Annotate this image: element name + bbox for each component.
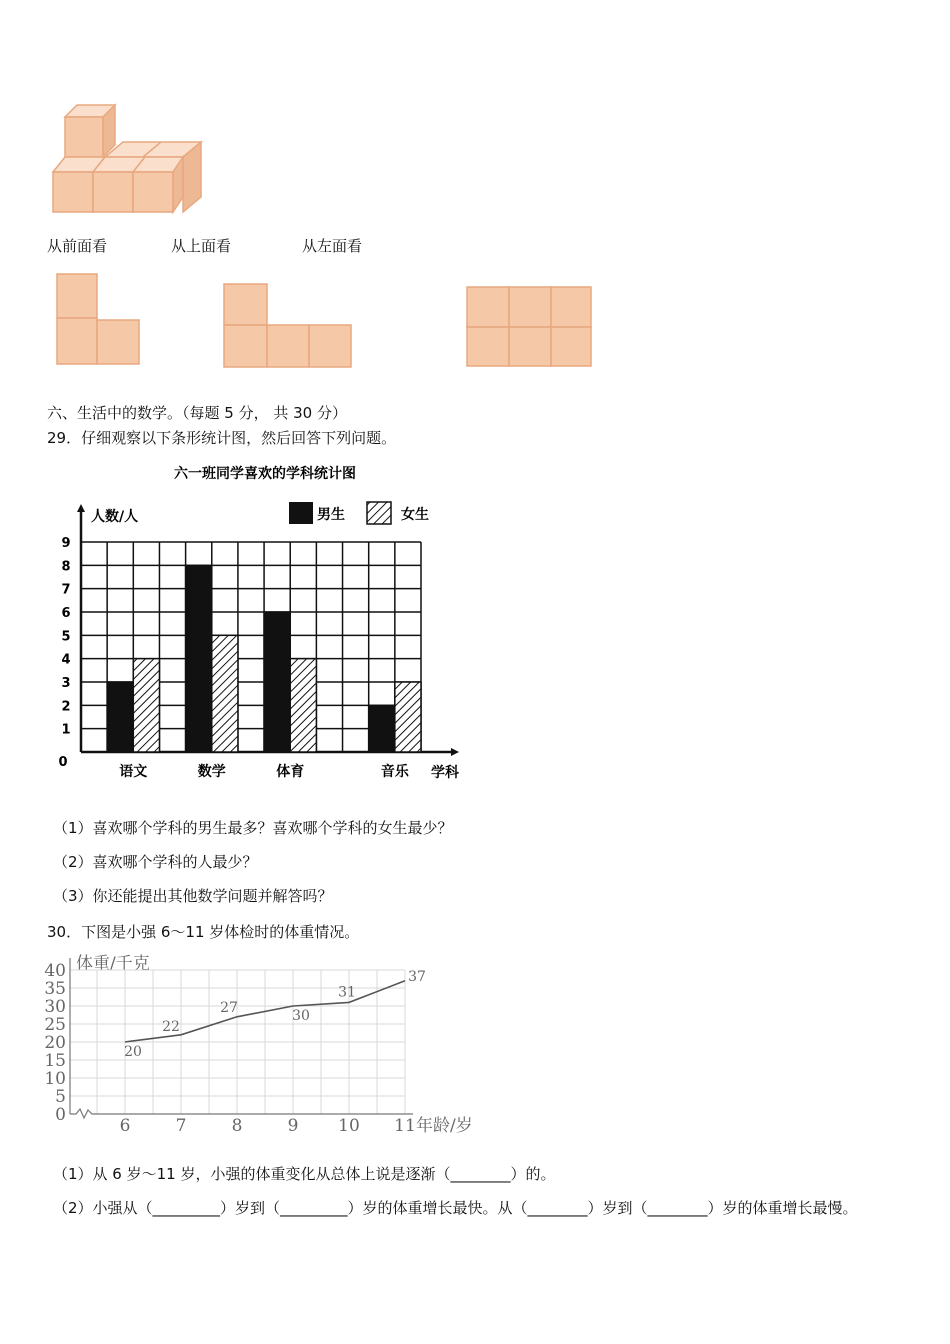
bar-boys-语文 bbox=[107, 682, 133, 752]
bar-category-label: 音乐 bbox=[380, 764, 409, 780]
weight-data-label: 37 bbox=[408, 968, 426, 985]
bar-y-tick-label: 1 bbox=[61, 722, 71, 738]
weight-data-label: 20 bbox=[124, 1044, 142, 1060]
line-x-tick-label: 6 bbox=[119, 1116, 131, 1136]
line-y-tick-label: 5 bbox=[55, 1087, 66, 1107]
line-y-tick-label: 30 bbox=[44, 997, 66, 1017]
q29-sub3: （3）你还能提出其他数学问题并解答吗？ bbox=[53, 887, 333, 905]
legend-boys-label: 男生 bbox=[317, 507, 345, 523]
bar-x-axis-arrow bbox=[451, 748, 459, 756]
line-x-tick-label: 8 bbox=[231, 1116, 243, 1136]
q29-sub1: （1）喜欢哪个学科的男生最多？喜欢哪个学科的女生最少？ bbox=[53, 819, 453, 837]
section-heading: 六、生活中的数学。（每题 5 分， 共 30 分） bbox=[47, 404, 347, 422]
line-chart bbox=[40, 950, 490, 1140]
line-chart-ylabel: 体重/千克 bbox=[76, 954, 150, 974]
line-y-tick-label: 10 bbox=[44, 1069, 66, 1089]
line-y-tick-label: 20 bbox=[44, 1033, 66, 1053]
weight-data-label: 27 bbox=[220, 999, 238, 1016]
bar-category-label: 体育 bbox=[276, 764, 305, 780]
weight-data-label: 22 bbox=[162, 1018, 180, 1035]
line-y-tick-label: 15 bbox=[44, 1051, 66, 1071]
bar-boys-体育 bbox=[264, 612, 290, 752]
q29-sub2: （2）喜欢哪个学科的人最少？ bbox=[53, 853, 258, 871]
q29-prompt: 29．仔细观察以下条形统计图，然后回答下列问题。 bbox=[47, 429, 397, 447]
bar-y-tick-label: 8 bbox=[61, 559, 71, 575]
q30-sub1: （1）从 6 岁～11 岁，小强的体重变化从总体上说是逐渐（________）的。 bbox=[53, 1165, 556, 1183]
line-x-tick-label: 11 bbox=[394, 1116, 416, 1136]
bar-y-axis-arrow bbox=[77, 504, 85, 512]
bar-boys-音乐 bbox=[369, 705, 395, 752]
bar-y-tick-label: 0 bbox=[58, 755, 68, 770]
line-y-tick-label: 35 bbox=[44, 979, 66, 999]
view-left-drawing bbox=[465, 285, 595, 369]
view-top-drawing bbox=[222, 282, 354, 370]
bar-girls-体育 bbox=[290, 659, 316, 752]
line-x-tick-label: 7 bbox=[175, 1116, 187, 1136]
bar-y-tick-label: 7 bbox=[61, 582, 71, 598]
bar-chart-title: 六一班同学喜欢的学科统计图 bbox=[174, 466, 356, 482]
line-y-tick-label: 25 bbox=[44, 1015, 66, 1035]
bar-chart-ylabel: 人数/人 bbox=[91, 509, 139, 525]
bar-category-label: 数学 bbox=[197, 764, 226, 780]
weight-data-label: 30 bbox=[292, 1008, 310, 1024]
line-x-tick-label: 9 bbox=[287, 1116, 299, 1136]
bar-y-tick-label: 4 bbox=[61, 652, 71, 668]
bar-chart bbox=[55, 460, 475, 790]
bar-category-label: 语文 bbox=[119, 764, 148, 780]
legend-boys-swatch bbox=[289, 502, 313, 524]
weight-data-label: 31 bbox=[338, 984, 356, 1001]
view-label-left: 从左面看 bbox=[302, 237, 363, 255]
legend-girls-swatch bbox=[367, 502, 391, 524]
bar-girls-数学 bbox=[212, 635, 238, 752]
q30-prompt: 30．下图是小强 6～11 岁体检时的体重情况。 bbox=[47, 923, 360, 941]
view-front-drawing bbox=[55, 272, 145, 368]
bar-y-tick-label: 3 bbox=[61, 676, 71, 691]
line-x-tick-label: 10 bbox=[338, 1116, 360, 1136]
bar-girls-语文 bbox=[133, 659, 159, 752]
line-y-tick-label: 0 bbox=[55, 1105, 66, 1125]
bar-chart-xlabel: 学科 bbox=[431, 765, 459, 781]
line-y-tick-label: 40 bbox=[44, 961, 66, 981]
bar-y-tick-label: 6 bbox=[61, 606, 71, 621]
bar-boys-数学 bbox=[186, 565, 212, 752]
view-label-front: 从前面看 bbox=[47, 237, 108, 255]
line-chart-xlabel: 年龄/岁 bbox=[416, 1116, 473, 1136]
view-label-top: 从上面看 bbox=[171, 237, 232, 255]
legend-girls-label: 女生 bbox=[401, 507, 429, 523]
bar-y-tick-label: 5 bbox=[61, 629, 71, 645]
cube-figure bbox=[45, 100, 215, 220]
bar-y-tick-label: 2 bbox=[61, 699, 71, 715]
bar-girls-音乐 bbox=[395, 682, 421, 752]
q30-sub2: （2）小强从（_________）岁到（_________）岁的体重增长最快。从（________）岁到（________）岁的体重增长最慢。 bbox=[53, 1199, 858, 1217]
bar-y-tick-label: 9 bbox=[61, 536, 71, 551]
